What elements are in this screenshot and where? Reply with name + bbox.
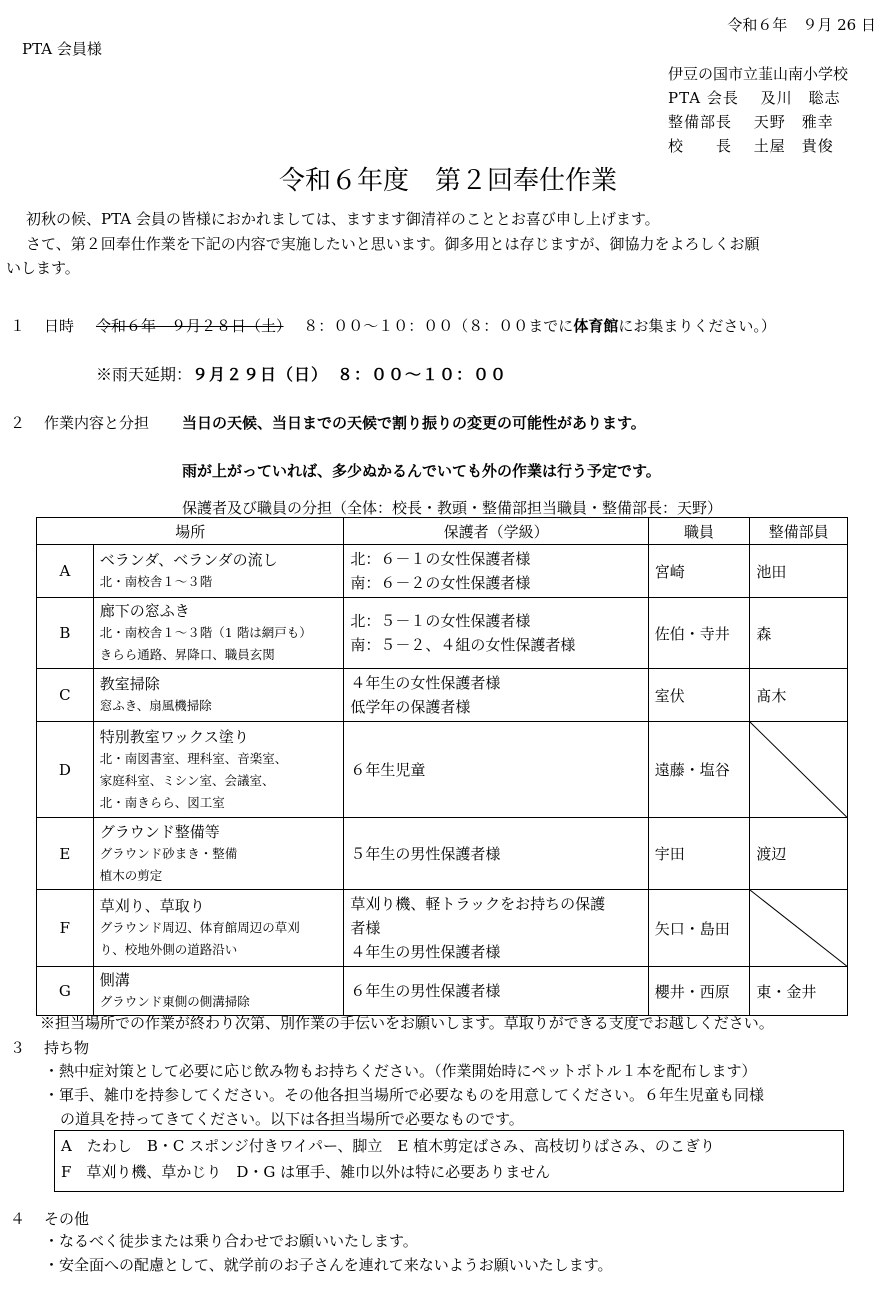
location-main: 草刈り、草取り	[99, 897, 205, 915]
parents-line: 者様	[350, 919, 381, 937]
parents-cell	[344, 722, 648, 818]
items-box-line-1: A たわし B・C スポンジ付きワイパー、脚立 E 植木剪定ばさみ、高枝切りばさみ、のこぎり	[61, 1137, 715, 1155]
staff-cell: 櫻井・西原	[648, 967, 750, 1016]
header-staff: 職員	[648, 518, 750, 545]
row-letter: F	[37, 890, 94, 967]
location-detail: 窓ふき、扇風機掃除	[99, 698, 212, 713]
table-row	[37, 722, 848, 818]
parents-cell	[344, 818, 648, 890]
other-bullet-2: ・安全面への配慮として、就学前のお子さんを連れて来ないようお願いいたします。	[44, 1256, 613, 1274]
location-detail: 北・南きらら、図工室	[99, 794, 225, 810]
member-cell-empty	[750, 722, 848, 818]
location-cell	[93, 890, 344, 967]
parents-line: 南：５－２、４組の女性保護者様	[350, 636, 576, 654]
member-cell: 森	[750, 598, 848, 669]
location-detail: 植木の剪定	[99, 867, 163, 883]
school-name: 伊豆の国市立韮山南小学校	[668, 65, 849, 83]
table-row	[37, 890, 848, 967]
staff-cell: 宮崎	[648, 545, 750, 598]
section-1-number: １	[10, 317, 26, 335]
rain-date: ９月２９日（日） ８：００～１０：００	[192, 365, 508, 384]
table-caption: 保護者及び職員の分担（全体：校長・教頭・整備部担当職員・整備部長：天野）	[182, 499, 723, 517]
other-bullet-1: ・なるべく徒歩または乗り合わせでお願いいたします。	[44, 1232, 418, 1250]
cancelled-date: 令和６年 ９月２８日（土）	[96, 317, 284, 335]
member-cell: 渡辺	[750, 818, 848, 890]
rain-label: ※雨天延期：	[96, 365, 193, 384]
staff-cell: 佐伯・寺井	[648, 598, 750, 669]
section-4-label: その他	[44, 1210, 90, 1228]
section-2-note-1: 当日の天候、当日までの天候で割り振りの変更の可能性があります。	[182, 414, 646, 432]
page-title: 令和６年度 第２回奉仕作業	[278, 166, 617, 196]
table-footnote: ※担当場所での作業が終わり次第、別作業の手伝いをお願いします。草取りができる支度でお越しください。	[40, 1014, 774, 1032]
signer-pta-president	[668, 87, 841, 108]
staff-cell: 遠藤・塩谷	[648, 722, 750, 818]
signer-role: PTA 会長	[668, 89, 739, 107]
signer-name: 天野 雅幸	[753, 113, 834, 131]
location-detail: グラウンド東側の側溝掃除	[99, 994, 250, 1009]
parents-line: 北：６－１の女性保護者様	[350, 550, 531, 568]
time-text: ８：００～１０：００（８：００までに	[303, 317, 574, 335]
location-main: 廊下の窓ふき	[99, 602, 190, 620]
signer-role: 校 長	[668, 137, 733, 155]
table-row	[37, 598, 848, 669]
header-member: 整備部員	[750, 518, 848, 545]
location-detail: 北・南校舎１～３階（1 階は網戸も）	[99, 625, 312, 640]
header-location: 場所	[37, 518, 344, 545]
location-main: ベランダ、ベランダの流し	[99, 551, 278, 569]
parents-cell	[344, 545, 648, 598]
row-letter: A	[37, 545, 94, 598]
diagonal-slash	[750, 722, 847, 817]
row-letter: G	[37, 967, 94, 1016]
signer-name: 土屋 貴俊	[753, 137, 834, 155]
section-3-number: ３	[10, 1039, 26, 1057]
time-text-end: にお集まりください。）	[618, 317, 776, 335]
rain-postpone	[96, 362, 507, 385]
duty-table	[36, 517, 848, 1016]
items-bullet-2: ・軍手、雑巾を持参してください。その他各担当場所で必要なものを用意してください。６年生児童も同様	[44, 1086, 765, 1104]
parents-line: ６年生の男性保護者様	[350, 982, 501, 1000]
location-cell	[93, 669, 344, 722]
table-row	[37, 545, 848, 598]
intro-line-2: さて、第２回奉仕作業を下記の内容で実施したいと思います。御多用とは存じますが、御協力をよろしくお願	[26, 235, 760, 253]
parents-cell	[344, 669, 648, 722]
location-detail: きらら通路、昇降口、職員玄関	[99, 647, 275, 662]
parents-line: 南：６－２の女性保護者様	[350, 574, 531, 592]
signer-role: 整備部長	[668, 113, 733, 131]
table-row	[37, 967, 848, 1016]
parents-line: 草刈り機、軽トラックをお持ちの保護	[350, 895, 606, 913]
location-detail: グラウンド周辺、体育館周辺の草刈	[99, 920, 300, 935]
parents-cell	[344, 598, 648, 669]
addressee: PTA 会員様	[22, 40, 102, 58]
signer-maintenance-head	[668, 111, 834, 132]
member-cell: 髙木	[750, 669, 848, 722]
location-cell	[93, 722, 344, 818]
location-cell	[93, 818, 344, 890]
location-detail: 北・南校舎１～３階	[99, 574, 213, 589]
items-bullet-2-cont: の道具を持ってきてください。以下は各担当場所で必要なものです。	[60, 1110, 524, 1128]
member-cell-empty	[750, 890, 848, 967]
row-letter: E	[37, 818, 94, 890]
parents-line: 低学年の保護者様	[350, 698, 471, 716]
location-cell	[93, 967, 344, 1016]
signer-name: 及川 聡志	[760, 89, 841, 107]
section-1-datetime	[96, 315, 776, 336]
section-2-note-2: 雨が上がっていれば、多少ぬかるんでいても外の作業は行う予定です。	[182, 462, 661, 480]
section-3-label: 持ち物	[44, 1039, 90, 1057]
member-cell: 池田	[750, 545, 848, 598]
items-bullet-1: ・熱中症対策として必要に応じ飲み物もお持ちください。（作業開始時にペットボトル１本を配布します）	[44, 1062, 757, 1080]
section-2-label: 作業内容と分担	[44, 414, 150, 432]
meeting-place: 体育館	[573, 317, 619, 335]
table-row	[37, 818, 848, 890]
member-cell: 東・金井	[750, 967, 848, 1016]
parents-cell	[344, 890, 648, 967]
location-detail: 北・南図書室、理科室、音楽室、	[99, 750, 288, 766]
section-1-label: 日時	[44, 317, 75, 335]
location-main: 側溝	[99, 971, 130, 989]
row-letter: B	[37, 598, 94, 669]
intro-line-1: 初秋の候、PTA 会員の皆様におかれましては、ますます御清祥のこととお喜び申し上げます。	[26, 210, 660, 228]
location-main: グラウンド整備等	[99, 822, 220, 841]
items-box-line-2: F 草刈り機、草かじり D・G は軍手、雑巾以外は特に必要ありません	[61, 1163, 551, 1181]
staff-cell: 矢口・島田	[648, 890, 750, 967]
staff-cell: 宇田	[648, 818, 750, 890]
signer-principal	[668, 135, 834, 156]
location-cell	[93, 598, 344, 669]
location-main: 教室掃除	[99, 675, 160, 693]
location-main: 特別教室ワックス塗り	[99, 727, 249, 746]
parents-line: ４年生の女性保護者様	[350, 674, 501, 692]
items-by-location-box	[54, 1130, 844, 1192]
location-detail: 家庭科室、ミシン室、会議室、	[99, 772, 275, 788]
parents-line: 北：５－１の女性保護者様	[350, 612, 531, 630]
parents-line: ４年生の男性保護者様	[350, 943, 501, 961]
staff-cell: 室伏	[648, 669, 750, 722]
document-date: 令和６年 ９月 26 日	[727, 16, 876, 34]
table-header-row	[37, 518, 848, 545]
parents-line: ６年生児童	[350, 760, 426, 779]
diagonal-slash	[750, 890, 847, 966]
row-letter: D	[37, 722, 94, 818]
location-cell	[93, 545, 344, 598]
parents-line: ５年生の男性保護者様	[350, 844, 501, 863]
location-detail: り、校地外側の道路沿い	[99, 942, 238, 957]
intro-line-3: いします。	[6, 259, 80, 277]
row-letter: C	[37, 669, 94, 722]
section-2-number: ２	[10, 414, 26, 432]
header-parents: 保護者（学級）	[344, 518, 648, 545]
section-4-number: ４	[10, 1210, 26, 1228]
location-detail: グラウンド砂まき・整備	[99, 845, 238, 861]
table-row	[37, 669, 848, 722]
parents-cell	[344, 967, 648, 1016]
